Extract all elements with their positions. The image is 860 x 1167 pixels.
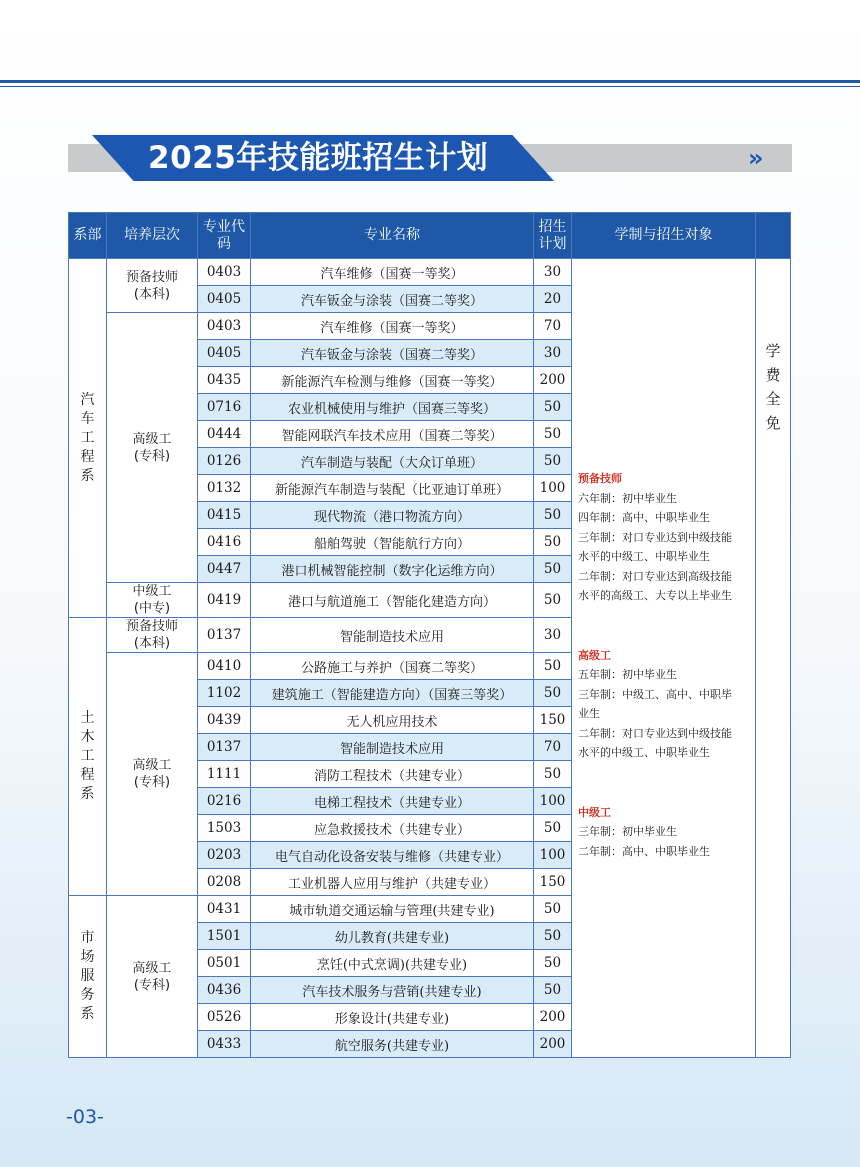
- header-code: 专业代码: [198, 213, 251, 259]
- major-quota: 50: [534, 653, 572, 680]
- major-quota: 150: [534, 869, 572, 896]
- major-name: 电气自动化设备安装与维修（共建专业）: [251, 842, 534, 869]
- major-quota: 50: [534, 529, 572, 556]
- major-quota: 200: [534, 1031, 572, 1058]
- target-line: 二年制：对口专业达到中级技能: [578, 726, 732, 740]
- major-name: 智能网联汽车技术应用（国赛二等奖）: [251, 421, 534, 448]
- level-label: (专科): [133, 977, 171, 993]
- top-rule: [0, 80, 860, 83]
- major-code: 0526: [198, 1004, 251, 1031]
- major-name: 新能源汽车制造与装配（比亚迪订单班）: [251, 475, 534, 502]
- major-code: 0405: [198, 286, 251, 313]
- major-quota: 30: [534, 618, 572, 653]
- major-name: 智能制造技术应用: [251, 734, 534, 761]
- major-quota: 50: [534, 923, 572, 950]
- major-code: 0208: [198, 869, 251, 896]
- major-name: 船舶驾驶（智能航行方向）: [251, 529, 534, 556]
- major-name: 农业机械使用与维护（国赛三等奖）: [251, 394, 534, 421]
- table-header-row: [69, 213, 791, 259]
- major-code: 0416: [198, 529, 251, 556]
- major-quota: 200: [534, 1004, 572, 1031]
- major-quota: 50: [534, 556, 572, 583]
- major-code: 0403: [198, 259, 251, 286]
- major-quota: 20: [534, 286, 572, 313]
- major-quota: 70: [534, 313, 572, 340]
- major-name: 应急救援技术（共建专业）: [251, 815, 534, 842]
- header-name: 专业名称: [251, 213, 534, 259]
- major-name: 幼儿教育(共建专业): [251, 923, 534, 950]
- page-number: -03-: [66, 1106, 104, 1128]
- level-label: 高级工: [132, 960, 172, 976]
- major-quota: 50: [534, 502, 572, 529]
- major-code: 1111: [198, 761, 251, 788]
- major-quota: 70: [534, 734, 572, 761]
- dept-label: 市场服务系: [80, 930, 95, 1022]
- major-code: 1102: [198, 680, 251, 707]
- major-name: 汽车制造与装配（大众订单班）: [251, 448, 534, 475]
- major-code: 1501: [198, 923, 251, 950]
- major-name: 公路施工与养护（国赛二等奖）: [251, 653, 534, 680]
- major-name: 工业机器人应用与维护（共建专业）: [251, 869, 534, 896]
- major-code: 0216: [198, 788, 251, 815]
- header-dept: 系部: [69, 213, 107, 259]
- level-label: (专科): [133, 448, 171, 464]
- major-code: 0435: [198, 367, 251, 394]
- major-code: 0132: [198, 475, 251, 502]
- target-line: 四年制：高中、中职毕业生: [578, 511, 710, 524]
- major-name: 智能制造技术应用: [251, 618, 534, 653]
- major-code: 1503: [198, 815, 251, 842]
- major-quota: 50: [534, 448, 572, 475]
- target-line: 三年制：初中毕业生: [578, 825, 677, 838]
- level-label: 预备技师: [125, 619, 178, 634]
- major-quota: 50: [534, 896, 572, 923]
- target-section-heading: 预备技师: [578, 472, 622, 485]
- target-line: 二年制：对口专业达到高级技能: [578, 569, 732, 583]
- major-quota: 100: [534, 475, 572, 502]
- major-code: 0439: [198, 707, 251, 734]
- major-quota: 50: [534, 583, 572, 618]
- major-name: 汽车维修（国赛一等奖）: [251, 259, 534, 286]
- enrollment-target-cell: [572, 259, 756, 1058]
- level-cell: [107, 259, 198, 313]
- dept-cell: [69, 618, 107, 896]
- level-label: (本科): [133, 286, 171, 302]
- page-title: 2025年技能班招生计划: [148, 140, 489, 176]
- target-line: 三年制：中级工、高中、中职毕: [578, 687, 732, 701]
- major-name: 电梯工程技术（共建专业）: [251, 788, 534, 815]
- major-quota: 30: [534, 340, 572, 367]
- major-code: 0444: [198, 421, 251, 448]
- target-section: [578, 803, 755, 862]
- major-code: 0436: [198, 977, 251, 1004]
- tuition-free-note: 学费全免: [765, 342, 781, 432]
- target-section: [578, 469, 755, 606]
- major-quota: 200: [534, 367, 572, 394]
- major-name: 烹饪(中式烹调)(共建专业): [251, 950, 534, 977]
- major-quota: 50: [534, 421, 572, 448]
- level-label: (专科): [133, 775, 171, 790]
- enrollment-plan-table: [68, 212, 791, 1058]
- major-code: 0405: [198, 340, 251, 367]
- major-code: 0203: [198, 842, 251, 869]
- major-name: 现代物流（港口物流方向）: [251, 502, 534, 529]
- major-code: 0433: [198, 1031, 251, 1058]
- level-cell: [107, 653, 198, 896]
- target-line: 业生: [578, 707, 600, 720]
- major-quota: 50: [534, 950, 572, 977]
- major-code: 0415: [198, 502, 251, 529]
- major-name: 建筑施工（智能建造方向）（国赛三等奖）: [251, 680, 534, 707]
- major-quota: 50: [534, 680, 572, 707]
- header-quota: 招生计划: [534, 213, 572, 259]
- level-cell: [107, 618, 198, 653]
- dept-label: 土木工程系: [80, 710, 95, 802]
- major-name: 汽车技术服务与营销(共建专业): [251, 977, 534, 1004]
- major-code: 0501: [198, 950, 251, 977]
- double-chevron-icon: »: [748, 144, 764, 172]
- major-code: 0403: [198, 313, 251, 340]
- major-name: 城市轨道交通运输与管理(共建专业): [251, 896, 534, 923]
- table-body: [69, 259, 791, 1058]
- target-line: 五年制：初中毕业生: [578, 668, 677, 681]
- major-name: 航空服务(共建专业): [251, 1031, 534, 1058]
- table-row: [69, 259, 791, 286]
- target-line: 水平的中级工、中职毕业生: [578, 550, 710, 563]
- dept-cell: [69, 259, 107, 618]
- major-quota: 50: [534, 394, 572, 421]
- major-quota: 50: [534, 815, 572, 842]
- target-line: 水平的高级工、大专以上毕业生: [578, 589, 732, 602]
- major-code: 0137: [198, 618, 251, 653]
- major-code: 0126: [198, 448, 251, 475]
- level-label: 高级工: [132, 431, 172, 447]
- major-quota: 30: [534, 259, 572, 286]
- major-code: 0447: [198, 556, 251, 583]
- major-name: 新能源汽车检测与维修（国赛一等奖）: [251, 367, 534, 394]
- major-name: 形象设计(共建专业): [251, 1004, 534, 1031]
- header-target: 学制与招生对象: [572, 213, 756, 259]
- major-quota: 150: [534, 707, 572, 734]
- dept-cell: [69, 896, 107, 1058]
- major-name: 汽车维修（国赛一等奖）: [251, 313, 534, 340]
- target-line: 二年制：高中、中职毕业生: [578, 844, 710, 858]
- level-label: 预备技师: [125, 269, 178, 285]
- target-line: 水平的中级工、中职毕业生: [578, 746, 710, 759]
- major-code: 0431: [198, 896, 251, 923]
- level-label: 高级工: [132, 758, 172, 773]
- major-quota: 50: [534, 761, 572, 788]
- top-rule-thin: [0, 86, 860, 87]
- level-cell: [107, 583, 198, 618]
- target-section: [578, 646, 755, 763]
- major-name: 消防工程技术（共建专业）: [251, 761, 534, 788]
- level-cell: [107, 313, 198, 583]
- dept-label: 汽车工程系: [80, 391, 95, 484]
- major-code: 0419: [198, 583, 251, 618]
- major-name: 汽车钣金与涂装（国赛二等奖）: [251, 286, 534, 313]
- major-quota: 100: [534, 842, 572, 869]
- header-fee: [756, 213, 791, 259]
- tuition-fee-cell: [756, 259, 791, 1058]
- target-section-heading: 中级工: [578, 805, 611, 819]
- major-name: 港口与航道施工（智能化建造方向）: [251, 583, 534, 618]
- level-cell: [107, 896, 198, 1058]
- level-label: (中专): [133, 601, 171, 616]
- major-quota: 100: [534, 788, 572, 815]
- target-line: 三年制：对口专业达到中级技能: [578, 530, 732, 544]
- major-code: 0410: [198, 653, 251, 680]
- target-section-heading: 高级工: [578, 648, 611, 662]
- level-label: 中级工: [132, 584, 172, 599]
- header-level: 培养层次: [107, 213, 198, 259]
- major-code: 0716: [198, 394, 251, 421]
- major-name: 无人机应用技术: [251, 707, 534, 734]
- major-quota: 50: [534, 977, 572, 1004]
- major-code: 0137: [198, 734, 251, 761]
- level-label: (本科): [133, 636, 171, 651]
- major-name: 港口机械智能控制（数字化运维方向）: [251, 556, 534, 583]
- target-line: 六年制：初中毕业生: [578, 491, 677, 505]
- major-name: 汽车钣金与涂装（国赛二等奖）: [251, 340, 534, 367]
